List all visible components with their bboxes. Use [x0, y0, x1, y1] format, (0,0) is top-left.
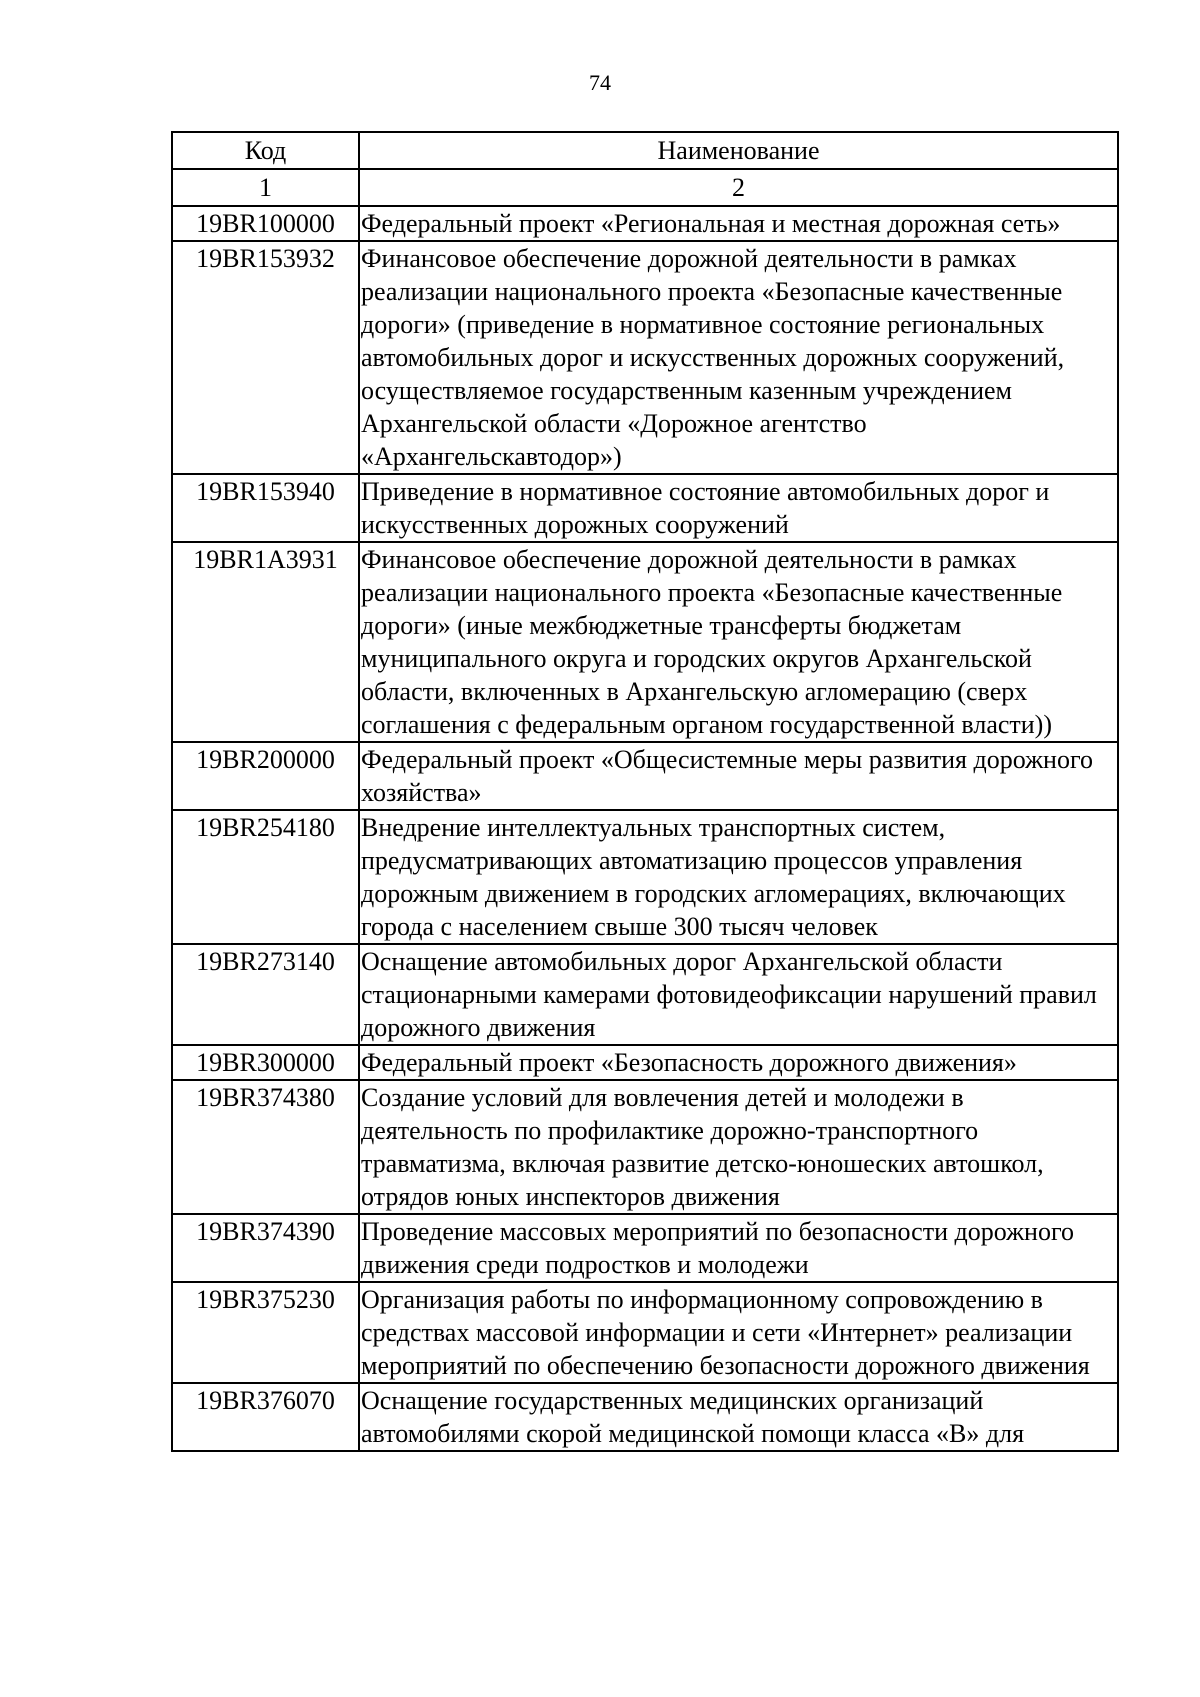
row-code: 19BR273140	[172, 944, 359, 1045]
table-column-number-row	[172, 169, 1118, 206]
row-code: 19BR254180	[172, 810, 359, 944]
row-name: Федеральный проект «Общесистемные меры развития дорожного хозяйства»	[359, 742, 1118, 810]
header-code: Код	[172, 132, 359, 169]
table-row	[172, 1045, 1118, 1080]
column-number-1: 1	[172, 169, 359, 206]
table-row	[172, 742, 1118, 810]
table-row	[172, 542, 1118, 742]
table-row	[172, 810, 1118, 944]
row-code: 19BR300000	[172, 1045, 359, 1080]
budget-code-table	[171, 131, 1119, 1452]
row-name: Оснащение государственных медицинских организаций автомобилями скорой медицинской помощи класса «В» для	[359, 1383, 1118, 1451]
row-name: Федеральный проект «Безопасность дорожного движения»	[359, 1045, 1118, 1080]
page-number: 74	[589, 70, 611, 95]
row-name: Внедрение интеллектуальных транспортных систем, предусматривающих автоматизацию процессов управления дорожным движением в городских агломерациях, включающих города с населением свыше 300 тысяч человек	[359, 810, 1118, 944]
row-name: Федеральный проект «Региональная и местная дорожная сеть»	[359, 206, 1118, 241]
row-code: 19BR375230	[172, 1282, 359, 1383]
row-name: Организация работы по информационному сопровождению в средствах массовой информации и сети «Интернет» реализации мероприятий по обеспечению безопасности дорожного движения	[359, 1282, 1118, 1383]
row-code: 19BR374390	[172, 1214, 359, 1282]
row-name: Финансовое обеспечение дорожной деятельности в рамках реализации национального проекта «Безопасные качественные дороги» (иные межбюджетные трансферты бюджетам муниципального округа и городских округов Архангельской области, включенных в Архангельскую агломерацию (сверх соглашения с федеральным органом государственной власти))	[359, 542, 1118, 742]
table-row	[172, 944, 1118, 1045]
header-name: Наименование	[359, 132, 1118, 169]
table-row	[172, 206, 1118, 241]
row-name: Финансовое обеспечение дорожной деятельности в рамках реализации национального проекта «Безопасные качественные дороги» (приведение в нормативное состояние региональных автомобильных дорог и искусственных дорожных сооружений, осуществляемое государственным казенным учреждением Архангельской области «Дорожное агентство «Архангельскавтодор»)	[359, 241, 1118, 474]
row-name: Приведение в нормативное состояние автомобильных дорог и искусственных дорожных сооружений	[359, 474, 1118, 542]
table-row	[172, 474, 1118, 542]
row-name: Создание условий для вовлечения детей и молодежи в деятельность по профилактике дорожно-транспортного травматизма, включая развитие детско-юношеских автошкол, отрядов юных инспекторов движения	[359, 1080, 1118, 1214]
row-code: 19BR153940	[172, 474, 359, 542]
row-code: 19BR100000	[172, 206, 359, 241]
row-name: Проведение массовых мероприятий по безопасности дорожного движения среди подростков и молодежи	[359, 1214, 1118, 1282]
row-code: 19BR153932	[172, 241, 359, 474]
table-row	[172, 1214, 1118, 1282]
table-header-row	[172, 132, 1118, 169]
table-row	[172, 1383, 1118, 1451]
row-code: 19BR374380	[172, 1080, 359, 1214]
row-name: Оснащение автомобильных дорог Архангельской области стационарными камерами фотовидеофиксации нарушений правил дорожного движения	[359, 944, 1118, 1045]
table-row	[172, 1080, 1118, 1214]
row-code: 19BR1A3931	[172, 542, 359, 742]
row-code: 19BR376070	[172, 1383, 359, 1451]
table-row	[172, 241, 1118, 474]
row-code: 19BR200000	[172, 742, 359, 810]
column-number-2: 2	[359, 169, 1118, 206]
table-row	[172, 1282, 1118, 1383]
